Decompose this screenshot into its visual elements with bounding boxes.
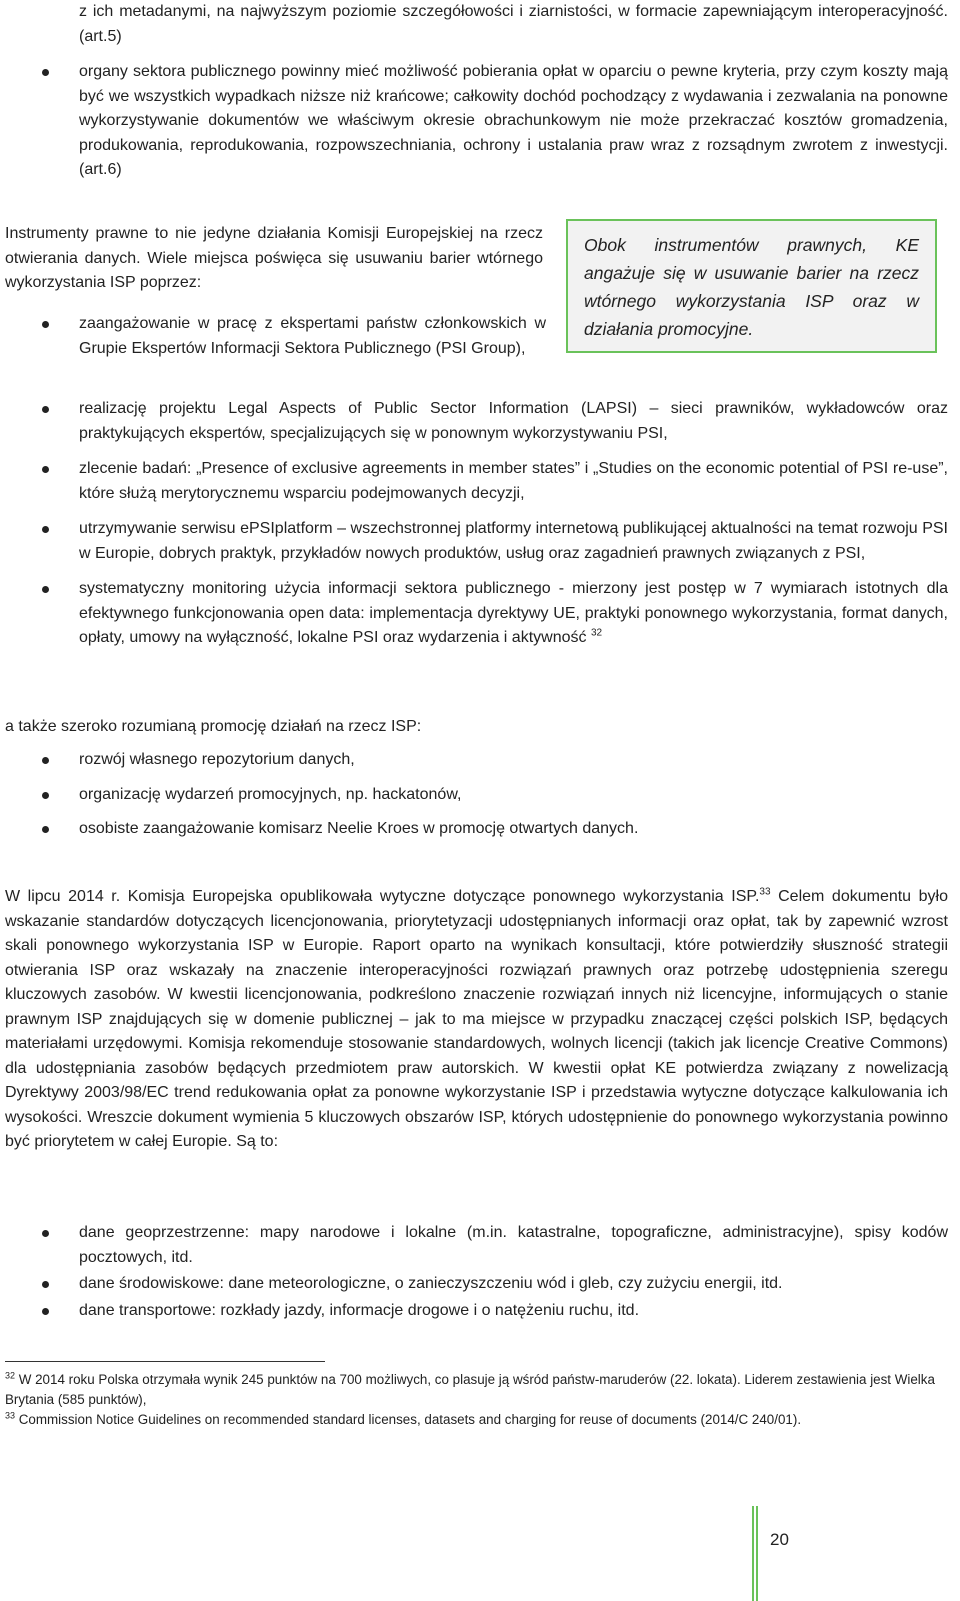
list-item-text: systematyczny monitoring użycia informacji sektora publicznego - mierzony jest postęp w 7 wymiarach istotnych dla efektywnego funkcjonowania open data: implementacja dyrektywy UE, praktyki ponownego wykorzystania, format danych, opłaty, umowy na wyłączność, lokalne PSI oraz wydarzenia i aktywność <box>79 580 948 646</box>
promotion-list <box>0 748 948 852</box>
july-paragraph-lead: W lipcu 2014 r. Komisja Europejska opublikowała wytyczne dotyczące ponownego wykorzystania ISP. <box>5 888 760 905</box>
list-item: zaangażowanie w pracę z ekspertami państw członkowskich w Grupie Ekspertów Informacji Sektora Publicznego (PSI Group), <box>0 312 546 361</box>
footnote-ref-32: 32 <box>590 627 603 639</box>
list-item: rozwój własnego repozytorium danych, <box>0 748 948 773</box>
data-areas-list <box>0 1221 948 1325</box>
list-item: realizację projektu Legal Aspects of Public Sector Information (LAPSI) – sieci prawników, wykładowców oraz praktykujących ekspertów, specjalizujących się w ponownym wykorzystywaniu PSI, <box>0 397 948 446</box>
footnote-number: 33 <box>5 1410 16 1421</box>
july-paragraph <box>5 885 948 1155</box>
top-list <box>0 0 948 183</box>
intro-paragraph: Instrumenty prawne to nie jedyne działania Komisji Europejskiej na rzecz otwierania danych. Wiele miejsca poświęca się usuwaniu barier wtórnego wykorzystania ISP poprzez: <box>5 225 543 291</box>
list-item-fees: organy sektora publicznego powinny mieć możliwość pobierania opłat w oparciu o pewne kryteria, przy czym koszty mają być we wszystkich wypadkach niższe niż krańcowe; całkowity dochód pochodzący z wydawania i zezwalania na ponowne wykorzystywanie dokumentów we właściwym okresie obrachunkowym nie może przekraczać kosztów gromadzenia, produkowania, reprodukowania, rozpowszechniania, ochrony i ustalania praw wraz z rozsądnym zwrotem z inwestycji. (art.6) <box>0 60 948 183</box>
list-item: dane transportowe: rozkłady jazdy, informacje drogowe i o natężeniu ruchu, itd. <box>0 1299 948 1324</box>
footnote-ref-33: 33 <box>759 886 771 898</box>
sidebar-note-text: Obok instrumentów prawnych, KE angażuje się w usuwanie barier na rzecz wtórnego wykorzystania ISP oraz w działania promocyjne. <box>584 235 919 339</box>
footnote-text: Commission Notice Guidelines on recommended standard licenses, datasets and charging for reuse of documents (2014/C 240/01). <box>18 1412 802 1427</box>
page-number-decoration <box>752 1506 758 1601</box>
footnote-separator <box>5 1361 325 1362</box>
list-item: osobiste zaangażowanie komisarz Neelie Kroes w promocję otwartych danych. <box>0 817 948 842</box>
page-number: 20 <box>770 1530 789 1549</box>
list-item: zlecenie badań: „Presence of exclusive agreements in member states” i „Studies on the economic potential of PSI re-use”, które służą merytorycznemu wsparciu podejmowanych decyzji, <box>0 457 948 506</box>
list-item <box>0 577 948 651</box>
footnotes <box>5 1370 935 1430</box>
list-item: dane geoprzestrzenne: mapy narodowe i lokalne (m.in. katastralne, topograficzne, administracyjne), spisy kodów pocztowych, itd. <box>0 1221 948 1270</box>
list-item-continuation: z ich metadanymi, na najwyższym poziomie szczegółowości i ziarnistości, w formacie zapewniającym interoperacyjność. (art.5) <box>79 3 948 45</box>
footnote-33 <box>5 1410 935 1430</box>
also-paragraph: a także szeroko rozumianą promocję działań na rzecz ISP: <box>5 718 422 735</box>
footnote-text: W 2014 roku Polska otrzymała wynik 245 punktów na 700 możliwych, co plasuje ją wśród państw-maruderów (22. lokata). Liderem zestawienia jest Wielka Brytania (585 punktów), <box>5 1372 935 1407</box>
footnote-number: 32 <box>5 1370 16 1381</box>
actions-list <box>0 397 948 662</box>
sidebar-note-box <box>566 219 937 353</box>
july-paragraph-rest: Celem dokumentu było wskazanie standardów dotyczących licencjonowania, priorytetyzacji udostępnianych informacji oraz opłat, tak by zapewnić wzrost skali ponownego wykorzystania ISP w Europie. Raport oparto na wynikach konsultacji, które potwierdziły słuszność strategii otwierania ISP oraz wskazały na znaczenie interoperacyjności rozwiązań prawnych oraz potrzebę udostępnienia szeregu kluczowych zasobów. W kwestii licencjonowania, podkreślono znaczenie rozwiązań innych niż licencyjne, informujących o stanie prawnym ISP znajdujących się w domenie publicznej – jak to ma miejsce w przypadku znaczącej części polskich ISP, będących materiałami urzędowymi. Komisja rekomenduje stosowanie standardowych, wolnych licencji (takich jak licencje Creative Commons) dla udostępniania zasobów będących przedmiotem praw autorskich. W kwestii opłat KE potwierdza związany z nowelizacją Dyrektywy 2003/98/EC trend redukowania opłat za ponowne wykorzystanie ISP i przedstawia wytyczne dotyczące kalkulowania ich wysokości. Wreszcie dokument wymienia 5 kluczowych obszarów ISP, których udostępnienie do ponownego wykorzystania powinno być priorytetem w całej Europie. Są to: <box>5 888 948 1150</box>
list-item: organizację wydarzeń promocyjnych, np. hackatonów, <box>0 783 948 808</box>
footnote-32 <box>5 1370 935 1410</box>
actions-list-first <box>0 312 546 361</box>
list-item: dane środowiskowe: dane meteorologiczne, o zanieczyszczeniu wód i gleb, czy zużyciu energii, itd. <box>0 1272 948 1297</box>
list-item: utrzymywanie serwisu ePSIplatform – wszechstronnej platformy internetową publikującej aktualności na temat rozwoju PSI w Europie, dobrych praktyk, przykładów nowych produktów, usług oraz zagadnień prawnych związanych z PSI, <box>0 517 948 566</box>
